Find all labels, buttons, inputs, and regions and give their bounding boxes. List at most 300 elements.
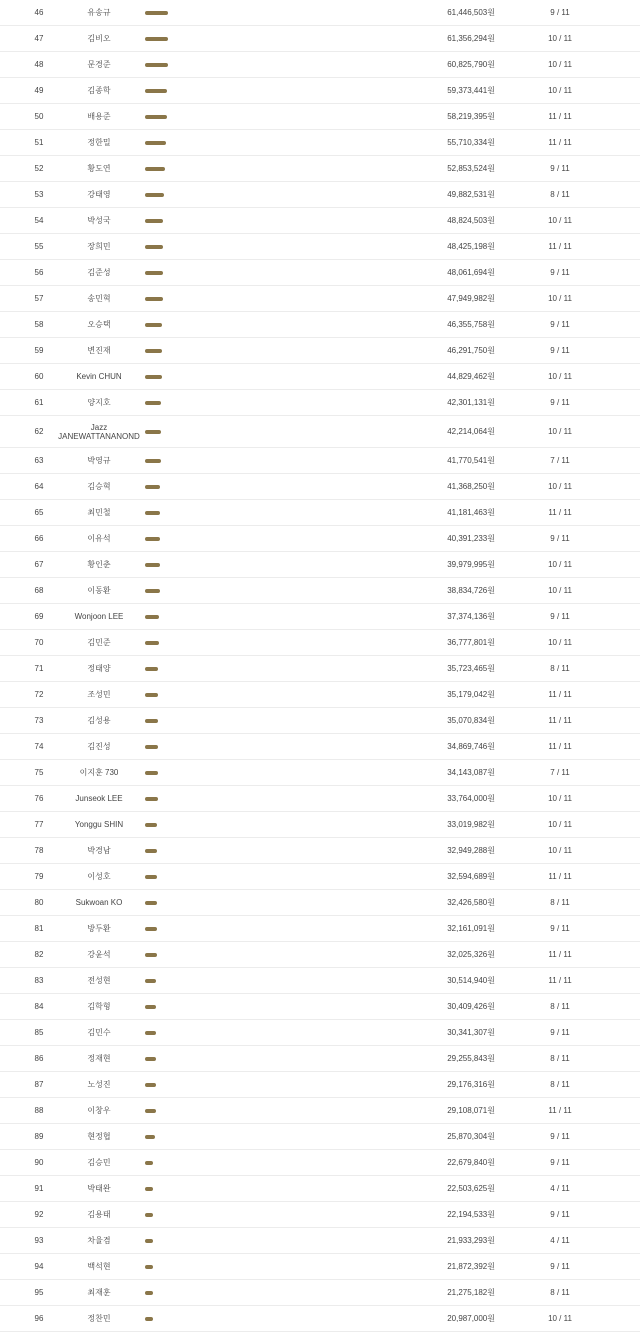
prize-bar	[145, 430, 161, 434]
cuts-made: 8 / 11	[550, 1080, 570, 1089]
rank-cell: 83	[34, 976, 44, 985]
cuts-made: 11 / 11	[548, 138, 572, 147]
prize-bar	[145, 1109, 156, 1113]
player-name: 김비오	[87, 34, 111, 43]
player-name: 박영규	[87, 456, 111, 465]
prize-bar	[145, 641, 159, 645]
prize-bar-track	[145, 474, 445, 499]
player-name: 장희민	[87, 242, 111, 251]
prize-amount: 61,356,294원	[447, 34, 495, 43]
prize-bar-track	[145, 260, 445, 285]
prize-bar	[145, 245, 163, 249]
table-row	[0, 1202, 640, 1228]
prize-bar	[145, 979, 156, 983]
cuts-made: 7 / 11	[550, 768, 570, 777]
prize-amount: 32,426,580원	[447, 898, 495, 907]
prize-bar-track	[145, 338, 445, 363]
rank-cell: 75	[34, 768, 44, 777]
player-name: 양지호	[87, 398, 111, 407]
table-row	[0, 500, 640, 526]
prize-bar-track	[145, 526, 445, 551]
player-name: Yonggu SHIN	[74, 820, 124, 829]
cuts-made: 10 / 11	[548, 1314, 572, 1323]
prize-amount: 42,301,131원	[447, 398, 495, 407]
rank-cell: 71	[34, 664, 44, 673]
cuts-made: 8 / 11	[550, 190, 570, 199]
rank-cell: 85	[34, 1028, 44, 1037]
table-row	[0, 130, 640, 156]
table-row	[0, 364, 640, 390]
player-name: 정태양	[87, 664, 111, 673]
cuts-made: 10 / 11	[548, 86, 572, 95]
table-row	[0, 1150, 640, 1176]
prize-bar-track	[145, 786, 445, 811]
prize-bar-track	[145, 156, 445, 181]
player-name: 최재훈	[87, 1288, 111, 1297]
rank-cell: 95	[34, 1288, 44, 1297]
prize-bar	[145, 1005, 156, 1009]
table-row	[0, 734, 640, 760]
prize-bar-track	[145, 1228, 445, 1253]
prize-bar	[145, 1265, 153, 1269]
prize-amount: 44,829,462원	[447, 372, 495, 381]
prize-amount: 35,070,834원	[447, 716, 495, 725]
table-row	[0, 260, 640, 286]
prize-bar-track	[145, 364, 445, 389]
table-row	[0, 312, 640, 338]
rank-cell: 70	[34, 638, 44, 647]
prize-bar	[145, 1187, 153, 1191]
rank-cell: 72	[34, 690, 44, 699]
cuts-made: 11 / 11	[548, 742, 572, 751]
prize-bar	[145, 1135, 155, 1139]
prize-amount: 25,870,304원	[447, 1132, 495, 1141]
prize-bar	[145, 563, 160, 567]
player-name: 차율겸	[87, 1236, 111, 1245]
table-row	[0, 1176, 640, 1202]
cuts-made: 9 / 11	[550, 268, 570, 277]
table-row	[0, 708, 640, 734]
prize-bar	[145, 297, 163, 301]
cuts-made: 9 / 11	[550, 164, 570, 173]
prize-bar	[145, 849, 157, 853]
rank-cell: 81	[34, 924, 44, 933]
table-row	[0, 156, 640, 182]
player-name: 이동환	[87, 586, 111, 595]
prize-bar-track	[145, 864, 445, 889]
table-row	[0, 1306, 640, 1332]
prize-bar	[145, 1291, 153, 1295]
prize-bar	[145, 823, 157, 827]
rank-cell: 62	[34, 427, 44, 436]
cuts-made: 11 / 11	[548, 976, 572, 985]
prize-bar	[145, 271, 163, 275]
prize-bar-track	[145, 234, 445, 259]
prize-bar	[145, 719, 158, 723]
cuts-made: 11 / 11	[548, 508, 572, 517]
table-row	[0, 182, 640, 208]
rank-cell: 89	[34, 1132, 44, 1141]
prize-bar-track	[145, 1280, 445, 1305]
rank-cell: 65	[34, 508, 44, 517]
prize-amount: 40,391,233원	[447, 534, 495, 543]
prize-bar-track	[145, 1254, 445, 1279]
cuts-made: 9 / 11	[550, 320, 570, 329]
player-name: 김민준	[87, 638, 111, 647]
prize-bar	[145, 375, 162, 379]
player-name: 최민철	[87, 508, 111, 517]
rank-cell: 53	[34, 190, 44, 199]
prize-bar	[145, 141, 166, 145]
cuts-made: 11 / 11	[548, 690, 572, 699]
cuts-made: 10 / 11	[548, 216, 572, 225]
player-name: 강윤석	[87, 950, 111, 959]
rank-cell: 63	[34, 456, 44, 465]
rank-cell: 69	[34, 612, 44, 621]
cuts-made: 8 / 11	[550, 898, 570, 907]
prize-bar-track	[145, 286, 445, 311]
prize-amount: 30,409,426원	[447, 1002, 495, 1011]
prize-amount: 60,825,790원	[447, 60, 495, 69]
cuts-made: 9 / 11	[550, 612, 570, 621]
prize-bar	[145, 771, 158, 775]
player-name: 유송규	[87, 8, 111, 17]
prize-bar-track	[145, 1202, 445, 1227]
prize-bar	[145, 875, 157, 879]
player-name: 김용태	[87, 1210, 111, 1219]
player-name: 김종학	[87, 86, 111, 95]
table-row	[0, 1124, 640, 1150]
player-name: 박성국	[87, 216, 111, 225]
prize-amount: 29,176,316원	[447, 1080, 495, 1089]
cuts-made: 9 / 11	[550, 8, 570, 17]
prize-bar-track	[145, 656, 445, 681]
prize-amount: 52,853,524원	[447, 164, 495, 173]
prize-bar-track	[145, 1176, 445, 1201]
prize-amount: 22,503,625원	[447, 1184, 495, 1193]
prize-amount: 48,061,694원	[447, 268, 495, 277]
prize-bar	[145, 63, 168, 67]
prize-bar	[145, 537, 160, 541]
prize-bar-track	[145, 604, 445, 629]
prize-amount: 22,194,533원	[447, 1210, 495, 1219]
prize-bar-track	[145, 208, 445, 233]
rank-cell: 84	[34, 1002, 44, 1011]
table-row	[0, 1072, 640, 1098]
cuts-made: 9 / 11	[550, 398, 570, 407]
cuts-made: 10 / 11	[548, 34, 572, 43]
table-row	[0, 416, 640, 448]
rank-cell: 58	[34, 320, 44, 329]
player-name: 김승민	[87, 1158, 111, 1167]
prize-amount: 41,181,463원	[447, 508, 495, 517]
prize-amount: 21,933,293원	[447, 1236, 495, 1245]
rank-cell: 61	[34, 398, 44, 407]
cuts-made: 10 / 11	[548, 794, 572, 803]
prize-bar-track	[145, 390, 445, 415]
player-name: Sukwoan KO	[75, 898, 123, 907]
prize-bar	[145, 1213, 153, 1217]
prize-amount: 41,368,250원	[447, 482, 495, 491]
table-row	[0, 286, 640, 312]
prize-bar-track	[145, 916, 445, 941]
rank-cell: 87	[34, 1080, 44, 1089]
rank-cell: 73	[34, 716, 44, 725]
rank-cell: 66	[34, 534, 44, 543]
prize-amount: 21,872,392원	[447, 1262, 495, 1271]
table-row	[0, 630, 640, 656]
prize-bar	[145, 193, 164, 197]
prize-bar	[145, 953, 157, 957]
cuts-made: 10 / 11	[548, 294, 572, 303]
prize-bar-track	[145, 942, 445, 967]
table-row	[0, 78, 640, 104]
cuts-made: 11 / 11	[548, 112, 572, 121]
cuts-made: 9 / 11	[550, 1262, 570, 1271]
cuts-made: 8 / 11	[550, 1054, 570, 1063]
rank-cell: 46	[34, 8, 44, 17]
cuts-made: 8 / 11	[550, 664, 570, 673]
prize-bar-track	[145, 26, 445, 51]
prize-bar-track	[145, 1306, 445, 1331]
prize-bar	[145, 89, 167, 93]
prize-amount: 29,255,843원	[447, 1054, 495, 1063]
table-row	[0, 786, 640, 812]
prize-bar	[145, 927, 157, 931]
rank-cell: 96	[34, 1314, 44, 1323]
prize-bar	[145, 349, 162, 353]
cuts-made: 9 / 11	[550, 1210, 570, 1219]
rank-cell: 94	[34, 1262, 44, 1271]
prize-amount: 55,710,334원	[447, 138, 495, 147]
prize-amount: 59,373,441원	[447, 86, 495, 95]
player-name: 현정협	[87, 1132, 111, 1141]
prize-bar-track	[145, 708, 445, 733]
table-row	[0, 0, 640, 26]
table-row	[0, 578, 640, 604]
cuts-made: 10 / 11	[548, 372, 572, 381]
table-row	[0, 26, 640, 52]
player-name: Kevin CHUN	[76, 372, 122, 381]
prize-bar-track	[145, 78, 445, 103]
player-name: 방두환	[87, 924, 111, 933]
table-row	[0, 942, 640, 968]
cuts-made: 8 / 11	[550, 1002, 570, 1011]
prize-bar-track	[145, 760, 445, 785]
rank-cell: 60	[34, 372, 44, 381]
table-row	[0, 474, 640, 500]
rank-cell: 52	[34, 164, 44, 173]
prize-bar	[145, 167, 165, 171]
player-name: 이유석	[87, 534, 111, 543]
table-row	[0, 526, 640, 552]
player-name: 김진성	[87, 742, 111, 751]
prize-bar-track	[145, 1150, 445, 1175]
player-name: 정재현	[87, 1054, 111, 1063]
prize-amount: 49,882,531원	[447, 190, 495, 199]
table-row	[0, 52, 640, 78]
table-row	[0, 1098, 640, 1124]
prize-bar-track	[145, 1046, 445, 1071]
cuts-made: 9 / 11	[550, 1132, 570, 1141]
prize-bar	[145, 693, 158, 697]
prize-bar	[145, 401, 161, 405]
prize-amount: 46,291,750원	[447, 346, 495, 355]
rank-cell: 82	[34, 950, 44, 959]
prize-amount: 38,834,726원	[447, 586, 495, 595]
prize-amount: 35,723,465원	[447, 664, 495, 673]
prize-bar-track	[145, 448, 445, 473]
prize-amount: 34,143,087원	[447, 768, 495, 777]
prize-bar-track	[145, 578, 445, 603]
prize-bar	[145, 459, 161, 463]
prize-amount: 30,341,307원	[447, 1028, 495, 1037]
cuts-made: 11 / 11	[548, 872, 572, 881]
table-row	[0, 1228, 640, 1254]
cuts-made: 4 / 11	[550, 1236, 570, 1245]
cuts-made: 9 / 11	[550, 1158, 570, 1167]
table-row	[0, 682, 640, 708]
prize-amount: 41,770,541원	[447, 456, 495, 465]
player-name: 박경남	[87, 846, 111, 855]
table-row	[0, 338, 640, 364]
player-name: 김민수	[87, 1028, 111, 1037]
prize-bar-track	[145, 1020, 445, 1045]
player-name: 백석현	[87, 1262, 111, 1271]
prize-amount: 58,219,395원	[447, 112, 495, 121]
table-row	[0, 656, 640, 682]
cuts-made: 4 / 11	[550, 1184, 570, 1193]
player-name: 전성현	[87, 976, 111, 985]
prize-bar-track	[145, 0, 445, 25]
cuts-made: 10 / 11	[548, 820, 572, 829]
prize-bar	[145, 1239, 153, 1243]
rank-cell: 88	[34, 1106, 44, 1115]
table-row	[0, 812, 640, 838]
prize-bar	[145, 1031, 156, 1035]
player-name: Junseok LEE	[75, 794, 123, 803]
prize-amount: 48,824,503원	[447, 216, 495, 225]
table-row	[0, 208, 640, 234]
prize-amount: 22,679,840원	[447, 1158, 495, 1167]
rank-cell: 91	[34, 1184, 44, 1193]
cuts-made: 9 / 11	[550, 346, 570, 355]
prize-bar-track	[145, 1124, 445, 1149]
prize-amount: 32,594,689원	[447, 872, 495, 881]
prize-bar-track	[145, 500, 445, 525]
cuts-made: 8 / 11	[550, 1288, 570, 1297]
prize-bar	[145, 901, 157, 905]
cuts-made: 11 / 11	[548, 716, 572, 725]
table-row	[0, 1280, 640, 1306]
prize-bar-track	[145, 734, 445, 759]
prize-amount: 29,108,071원	[447, 1106, 495, 1115]
prize-bar-track	[145, 182, 445, 207]
prize-bar	[145, 219, 163, 223]
player-name: Jazz JANEWATTANANOND	[58, 422, 140, 441]
prize-amount: 32,949,288원	[447, 846, 495, 855]
player-name: 배용준	[87, 112, 111, 121]
table-row	[0, 604, 640, 630]
cuts-made: 9 / 11	[550, 924, 570, 933]
prize-bar-track	[145, 1072, 445, 1097]
prize-amount: 33,764,000원	[447, 794, 495, 803]
prize-bar-track	[145, 682, 445, 707]
prize-bar-track	[145, 552, 445, 577]
table-row	[0, 104, 640, 130]
prize-amount: 20,987,000원	[447, 1314, 495, 1323]
player-name: 이창우	[87, 1106, 111, 1115]
player-name: 김성용	[87, 716, 111, 725]
player-name: 김학형	[87, 1002, 111, 1011]
prize-amount: 34,869,746원	[447, 742, 495, 751]
rank-cell: 47	[34, 34, 44, 43]
prize-bar	[145, 323, 162, 327]
rank-cell: 74	[34, 742, 44, 751]
player-name: 황도연	[87, 164, 111, 173]
prize-bar-track	[145, 1098, 445, 1123]
prize-bar-track	[145, 130, 445, 155]
player-name: 정찬민	[87, 1314, 111, 1323]
prize-amount: 46,355,758원	[447, 320, 495, 329]
prize-amount: 39,979,995원	[447, 560, 495, 569]
table-row	[0, 916, 640, 942]
table-row	[0, 838, 640, 864]
player-name: 변진재	[87, 346, 111, 355]
prize-bar	[145, 511, 160, 515]
prize-bar	[145, 115, 167, 119]
table-row	[0, 234, 640, 260]
rank-cell: 64	[34, 482, 44, 491]
table-row	[0, 994, 640, 1020]
table-row	[0, 448, 640, 474]
player-name: 이성호	[87, 872, 111, 881]
rank-cell: 77	[34, 820, 44, 829]
prize-bar	[145, 615, 159, 619]
prize-bar	[145, 1317, 153, 1321]
player-name: 조성민	[87, 690, 111, 699]
rank-cell: 48	[34, 60, 44, 69]
player-name: 김준성	[87, 268, 111, 277]
table-row	[0, 968, 640, 994]
prize-amount: 61,446,503원	[447, 8, 495, 17]
prize-bar-track	[145, 838, 445, 863]
rank-cell: 86	[34, 1054, 44, 1063]
rank-cell: 55	[34, 242, 44, 251]
prize-amount: 36,777,801원	[447, 638, 495, 647]
rank-cell: 56	[34, 268, 44, 277]
prize-bar	[145, 1057, 156, 1061]
prize-bar	[145, 797, 158, 801]
prize-bar-track	[145, 52, 445, 77]
prize-amount: 30,514,940원	[447, 976, 495, 985]
player-name: 문경준	[87, 60, 111, 69]
prize-amount: 37,374,136원	[447, 612, 495, 621]
rank-cell: 54	[34, 216, 44, 225]
prize-bar	[145, 11, 168, 15]
table-row	[0, 552, 640, 578]
cuts-made: 10 / 11	[548, 846, 572, 855]
rank-cell: 79	[34, 872, 44, 881]
prize-bar	[145, 1161, 153, 1165]
table-row	[0, 1254, 640, 1280]
player-name: 정한밀	[87, 138, 111, 147]
prize-bar-track	[145, 630, 445, 655]
prize-amount: 32,025,326원	[447, 950, 495, 959]
table-row	[0, 760, 640, 786]
rank-cell: 57	[34, 294, 44, 303]
rank-cell: 50	[34, 112, 44, 121]
